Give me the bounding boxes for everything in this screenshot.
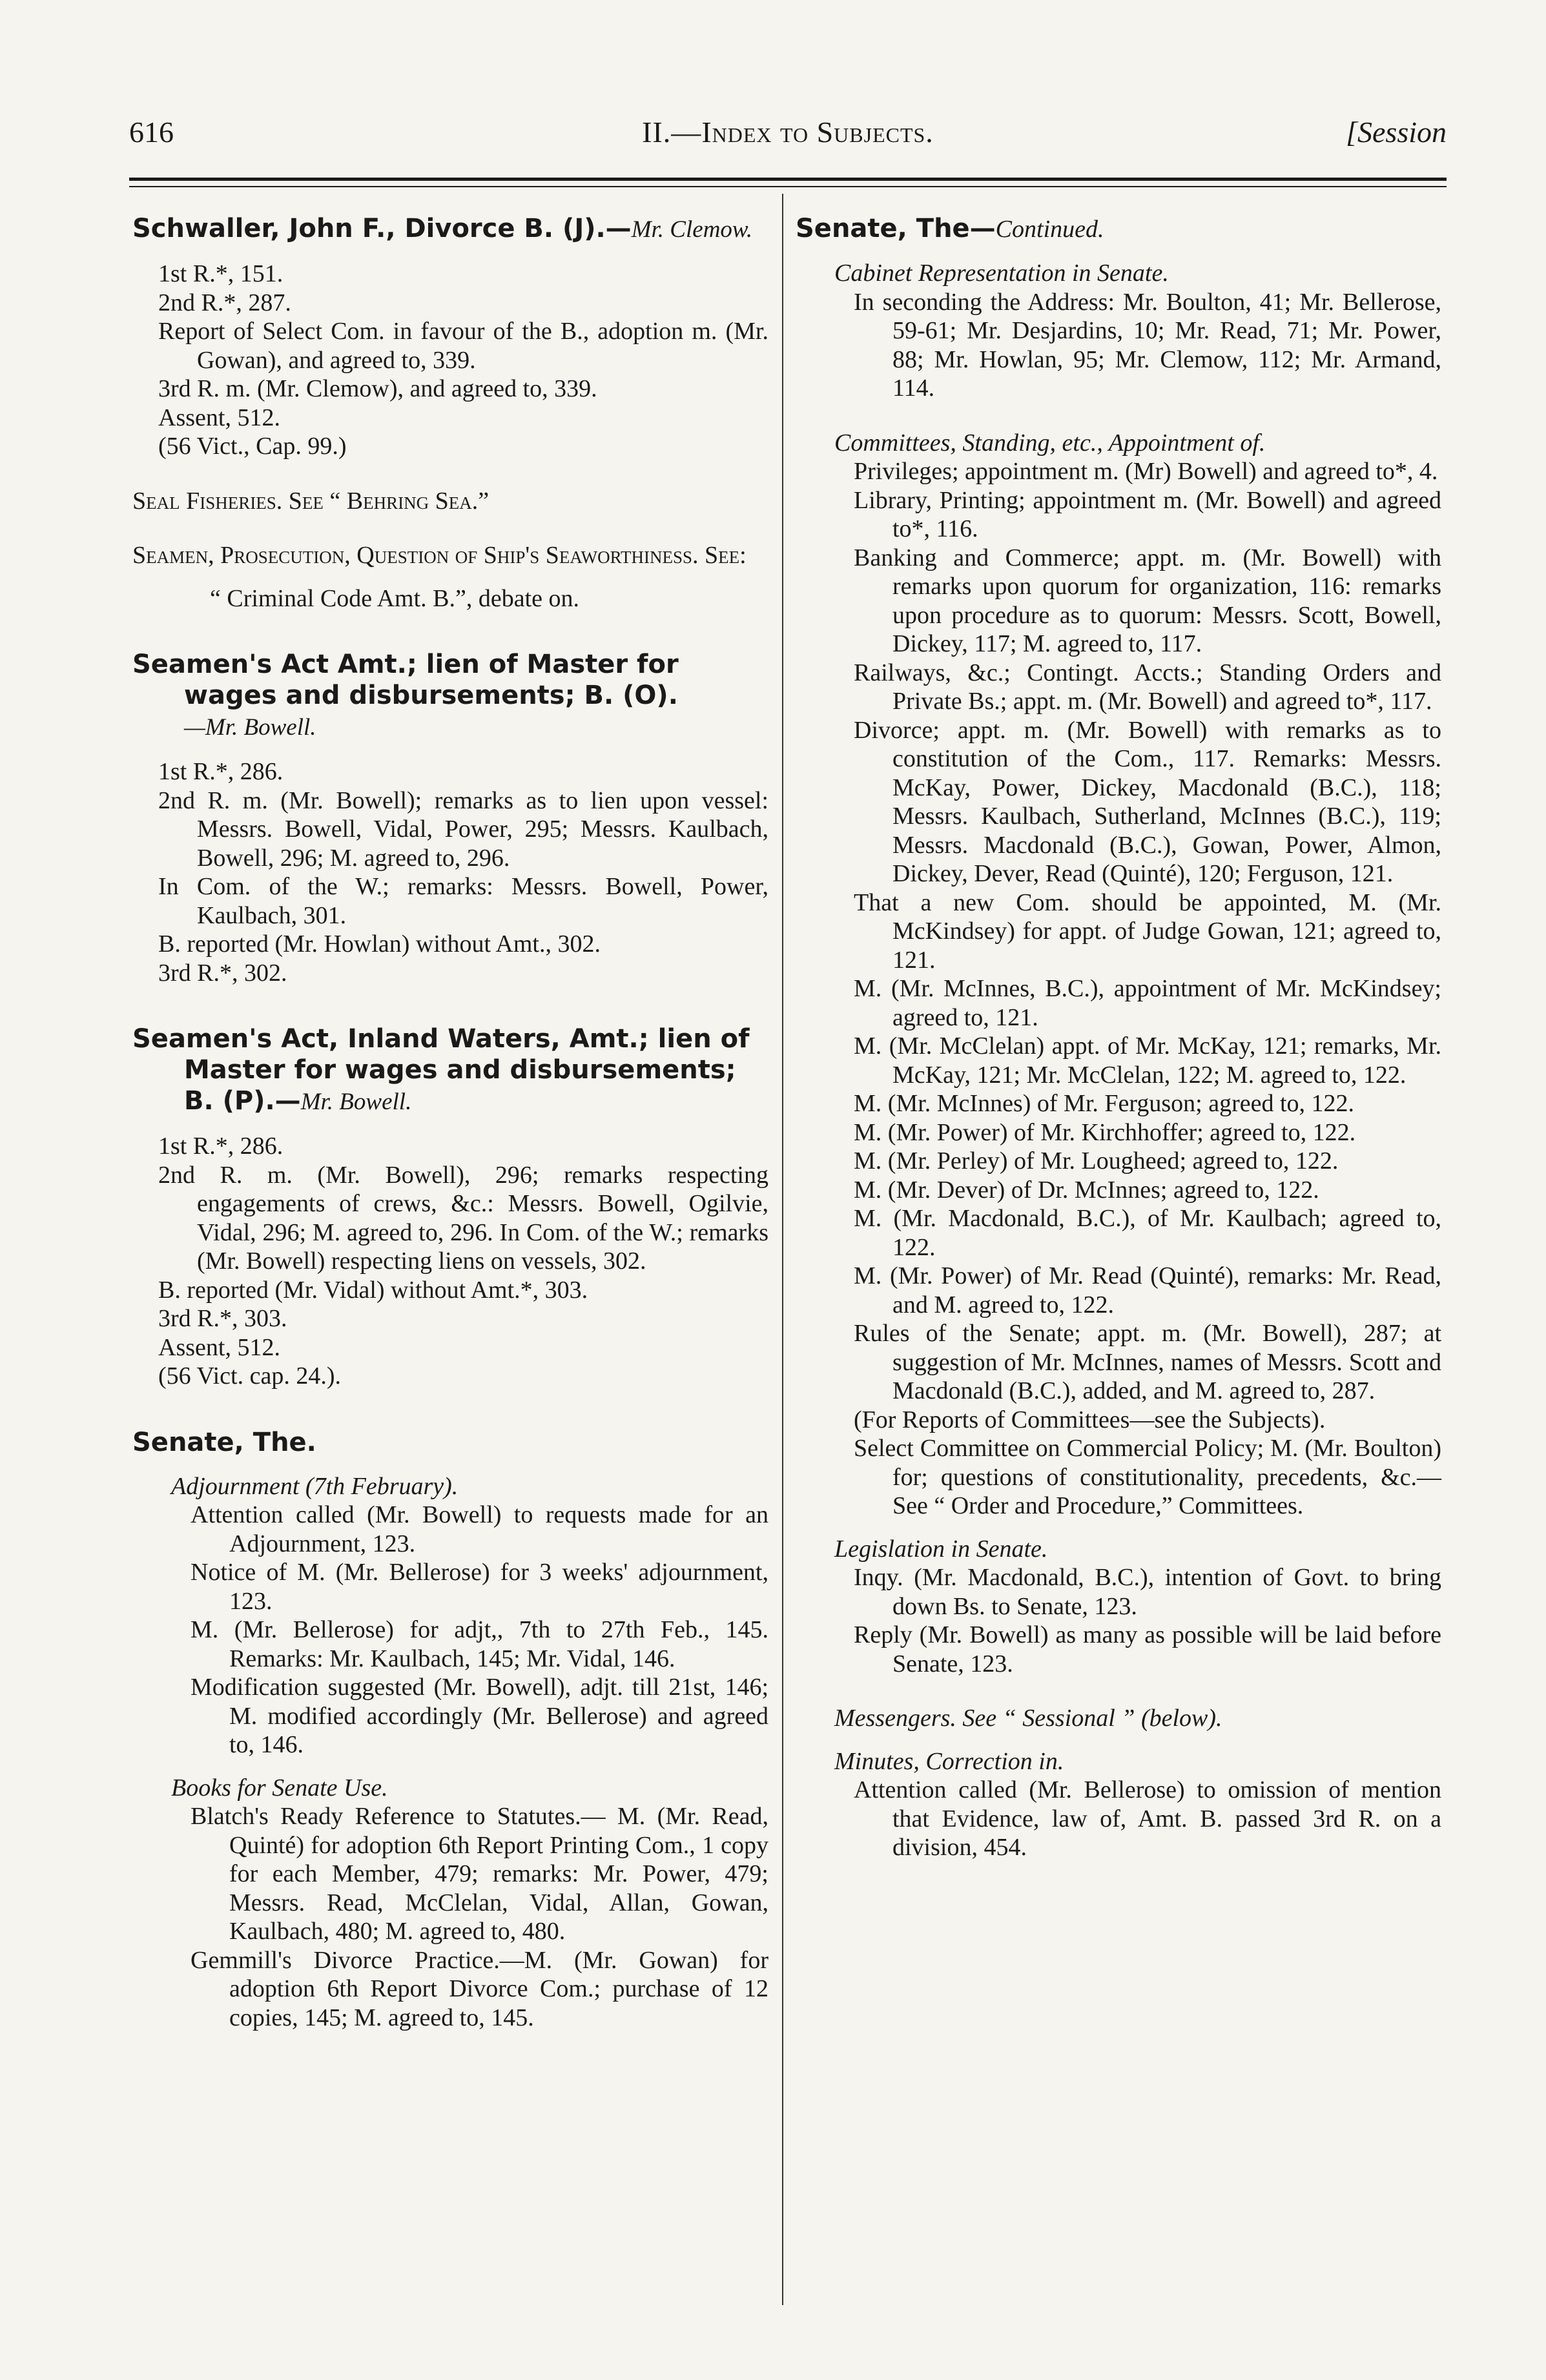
running-head: [Session — [1346, 116, 1447, 149]
entry-heading — [796, 213, 1441, 245]
entry-line: M. (Mr. Power) of Mr. Kirchhoffer; agreed to, 122. — [854, 1118, 1356, 1146]
spacer — [132, 1759, 768, 1774]
spacer — [132, 987, 768, 1023]
entry-line: Report of Select Com. in favour of the B., adoption m. (Mr. Gowan), and agreed to, 339. — [158, 318, 768, 374]
spacer — [132, 461, 768, 487]
spacer — [796, 1733, 1441, 1747]
spacer — [796, 403, 1441, 429]
spacer — [796, 1678, 1441, 1704]
heading-text: Seamen's Act Amt.; lien of Master for wages and disbursements; B. (O). — [132, 650, 679, 710]
entry-line: M. (Mr. Dever) of Dr. McInnes; agreed to, 122. — [854, 1176, 1319, 1204]
header-rule-thick — [129, 178, 1447, 181]
entry-line: (For Reports of Committees—see the Subjects). — [854, 1406, 1326, 1433]
left-column — [132, 213, 768, 2032]
entry-line: 3rd R.*, 302. — [158, 959, 287, 987]
entry-line: Gemmill's Divorce Practice.—M. (Mr. Gowan) for adoption 6th Report Divorce Com.; purchase of 12 copies, 145; M. agreed to, 145. — [191, 1946, 768, 2031]
title-prefix: II.— — [642, 116, 702, 149]
entry-line: Attention called (Mr. Bowell) to requests made for an Adjournment, 123. — [191, 1501, 768, 1557]
entry-line: Privileges; appointment m. (Mr) Bowell) and agreed to*, 4. — [854, 458, 1438, 485]
column-divider — [782, 194, 783, 2305]
title-smallcaps: Index to Subjects. — [701, 116, 934, 149]
spacer — [796, 1521, 1441, 1535]
entry-line: Banking and Commerce; appt. m. (Mr. Bowell) with remarks upon quorum for organization, 116: remarks upon procedure as to quorum: Messrs. Scott, Bowell, Dickey, 117; M. agreed to, 117. — [854, 544, 1441, 657]
entry-line: Modification suggested (Mr. Bowell), adjt. till 21st, 146; M. modified accordingly (Mr. Bellerose) and agreed to, 146. — [191, 1674, 768, 1758]
entry-line: M. (Mr. McInnes, B.C.), appointment of Mr. McKindsey; agreed to, 121. — [854, 975, 1441, 1031]
sub-heading: Legislation in Senate. — [834, 1535, 1048, 1563]
heading-continued: Continued. — [995, 216, 1104, 243]
entry-line: That a new Com. should be appointed, M. (Mr. McKindsey) for appt. of Judge Gowan, 121; agreed to, 121. — [854, 888, 1441, 974]
entry-line: Attention called (Mr. Bellerose) to omission of mention that Evidence, law of, Amt. B. passed 3rd R. on a division, 454. — [854, 1776, 1441, 1861]
spacer — [132, 1118, 768, 1132]
entry-line: M. (Mr. Bellerose) for adjt,, 7th to 27th Feb., 145. Remarks: Mr. Kaulbach, 145; Mr. Vidal, 146. — [191, 1616, 768, 1672]
header-rule-thin — [129, 186, 1447, 187]
entry-heading: Senate, The. — [132, 1427, 316, 1457]
sub-heading: Adjournment (7th February). — [171, 1472, 459, 1500]
spacer — [796, 245, 1441, 259]
heading-text: Seamen's Act, Inland Waters, Amt.; lien of Master for wages and disbursements; B. (P).— — [132, 1024, 750, 1116]
heading-member: Mr. Clemow. — [631, 216, 753, 243]
page-title — [129, 115, 1447, 149]
spacer — [132, 570, 768, 584]
entry-line: 2nd R.*, 287. — [158, 289, 291, 316]
entry-line: 2nd R. m. (Mr. Bowell); remarks as to lien upon vessel: Messrs. Bowell, Vidal, Power, 295; Messrs. Kaulbach, Bowell, 296; M. agreed to, 296. — [158, 786, 768, 872]
entry-line: (56 Vict., Cap. 99.) — [158, 433, 347, 460]
entry-line: B. reported (Mr. Howlan) without Amt., 302. — [158, 930, 601, 958]
cross-reference: Seal Fisheries. See “ Behring Sea.” — [132, 487, 490, 515]
heading-text: Schwaller, John F., Divorce B. (J).— — [132, 214, 632, 243]
cross-reference: Seamen, Prosecution, Question of Ship's Seaworthiness. See: — [132, 542, 747, 569]
heading-text: Senate, The— — [796, 214, 996, 243]
entry-line: B. reported (Mr. Vidal) without Amt.*, 303. — [158, 1276, 588, 1304]
entry-line: Notice of M. (Mr. Bellerose) for 3 weeks' adjournment, 123. — [191, 1559, 768, 1615]
entry-heading — [132, 1023, 768, 1118]
entry-line: 2nd R. m. (Mr. Bowell), 296; remarks respecting engagements of crews, &c.: Messrs. Bowell, Ogilvie, Vidal, 296; M. agreed to, 296. In Com. of the W.; remarks (Mr. Bowell) respecting liens on vessels, 302. — [158, 1161, 768, 1275]
entry-line: M. (Mr. Perley) of Mr. Lougheed; agreed to, 122. — [854, 1147, 1339, 1175]
spacer — [132, 245, 768, 260]
cross-reference-target: “ Criminal Code Amt. B.”, debate on. — [210, 584, 580, 612]
entry-line: (56 Vict. cap. 24.). — [158, 1362, 341, 1390]
spacer — [132, 1391, 768, 1427]
spacer — [132, 613, 768, 649]
entry-line: 1st R.*, 151. — [158, 260, 283, 287]
entry-line: Inqy. (Mr. Macdonald, B.C.), intention of Govt. to bring down Bs. to Senate, 123. — [854, 1564, 1441, 1620]
page-header — [129, 110, 1447, 155]
sub-heading: Books for Senate Use. — [171, 1774, 388, 1801]
spacer — [132, 515, 768, 541]
entry-line: M. (Mr. Macdonald, B.C.), of Mr. Kaulbach; agreed to, 122. — [854, 1205, 1441, 1261]
entry-line: In seconding the Address: Mr. Boulton, 41; Mr. Bellerose, 59-61; Mr. Desjardins, 10; Mr. Read, 71; Mr. Power, 88; Mr. Howlan, 95; Mr. Clemow, 112; Mr. Armand, 114. — [854, 288, 1441, 402]
entry-line: Blatch's Ready Reference to Statutes.— M. (Mr. Read, Quinté) for adoption 6th Report Printing Com., 1 copy for each Member, 479; remarks: Mr. Power, 479; Messrs. Read, McClelan, Vidal, Allan, Gowan, Kaulbach, 480; M. agreed to, 480. — [191, 1803, 768, 1945]
entry-line: M. (Mr. McInnes) of Mr. Ferguson; agreed to, 122. — [854, 1090, 1355, 1117]
entry-line: 3rd R.*, 303. — [158, 1305, 287, 1332]
entry-line: 3rd R. m. (Mr. Clemow), and agreed to, 339. — [158, 375, 597, 402]
entry-heading — [132, 213, 768, 245]
heading-member: —Mr. Bowell. — [184, 714, 316, 741]
entry-line: Divorce; appt. m. (Mr. Bowell) with remarks as to constitution of the Com., 117. Remarks: Messrs. McKay, Power, Dickey, Macdonald (B.C.), 118; Messrs. Kaulbach, Sutherland, McInnes (B.C.), 119; Messrs. Macdonald (B.C.), Gowan, Power, Almon, Dickey, Dever, Read (Quinté), 120; Ferguson, 121. — [854, 716, 1441, 887]
page-number: 616 — [129, 116, 174, 149]
entry-line: Assent, 512. — [158, 404, 280, 431]
entry-line: Library, Printing; appointment m. (Mr. Bowell) and agreed to*, 116. — [854, 486, 1441, 542]
sub-heading: Committees, Standing, etc., Appointment of. — [834, 429, 1266, 457]
right-column — [796, 213, 1441, 1862]
sub-heading: Messengers. See “ Sessional ” (below). — [834, 1705, 1222, 1732]
entry-line: M. (Mr. McClelan) appt. of Mr. McKay, 121; remarks, Mr. McKay, 121; Mr. McClelan, 122; M. agreed to, 122. — [854, 1032, 1441, 1089]
entry-line: Select Committee on Commercial Policy; M. (Mr. Boulton) for; questions of constitutionality, precedents, &c.—See “ Order and Procedure,” Committees. — [854, 1435, 1441, 1519]
entry-line: In Com. of the W.; remarks: Messrs. Bowell, Power, Kaulbach, 301. — [158, 873, 768, 929]
entry-heading — [132, 649, 768, 743]
entry-line: 1st R.*, 286. — [158, 1133, 283, 1160]
sub-heading: Cabinet Representation in Senate. — [834, 260, 1169, 287]
spacer — [132, 743, 768, 757]
entry-line: M. (Mr. Power) of Mr. Read (Quinté), remarks: Mr. Read, and M. agreed to, 122. — [854, 1262, 1441, 1318]
entry-line: Assent, 512. — [158, 1333, 280, 1361]
entry-line: 1st R.*, 286. — [158, 758, 283, 785]
spacer — [132, 1458, 768, 1472]
entry-line: Rules of the Senate; appt. m. (Mr. Bowell), 287; at suggestion of Mr. McInnes, names of Messrs. Scott and Macdonald (B.C.), added, and M. agreed to, 287. — [854, 1320, 1441, 1404]
entry-line: Reply (Mr. Bowell) as many as possible will be laid before Senate, 123. — [854, 1621, 1441, 1677]
sub-heading: Minutes, Correction in. — [834, 1747, 1064, 1775]
entry-line: Railways, &c.; Contingt. Accts.; Standing Orders and Private Bs.; appt. m. (Mr. Bowell) and agreed to*, 117. — [854, 659, 1441, 715]
heading-member: Mr. Bowell. — [300, 1089, 412, 1115]
